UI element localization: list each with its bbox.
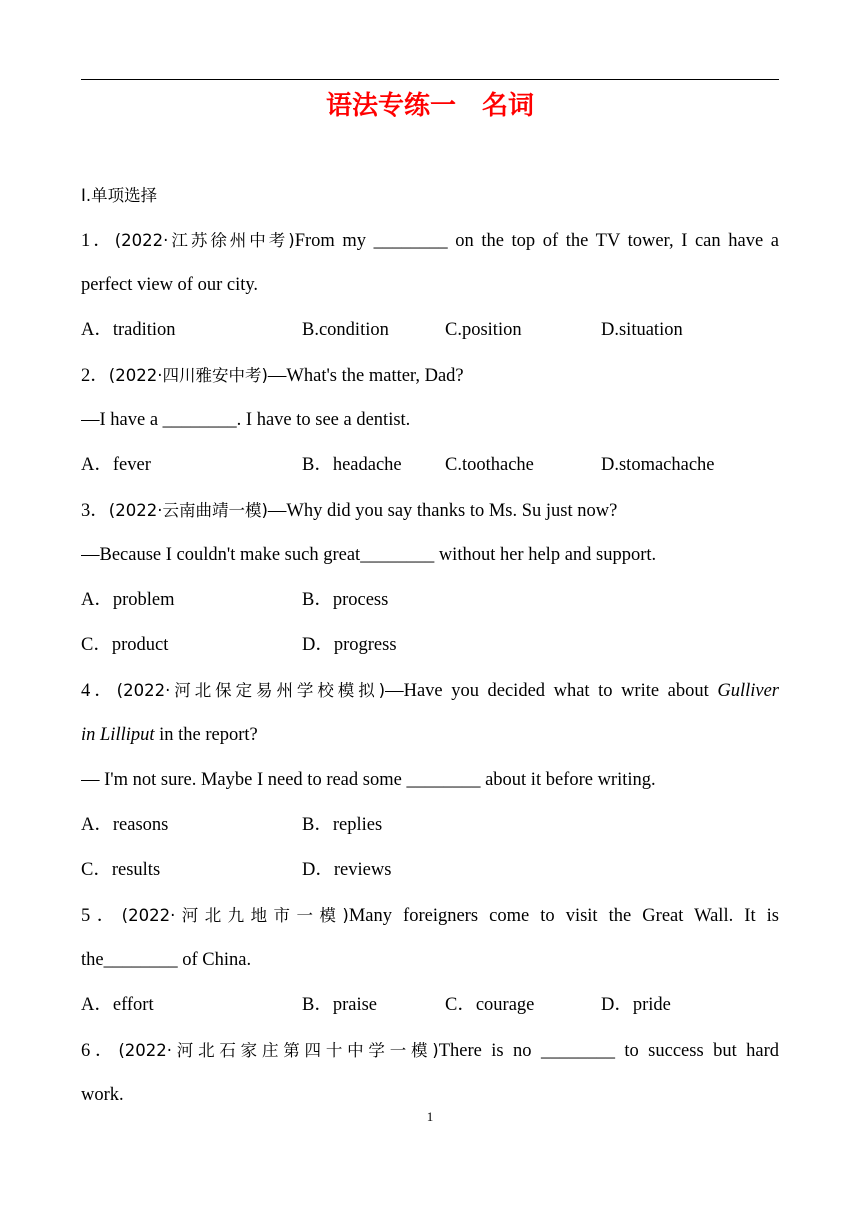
question-1-text: From my ________ on the top of the TV tower, I can have a — [294, 231, 779, 251]
option-a[interactable]: A．fever — [81, 455, 151, 475]
option-b[interactable]: B．praise — [302, 995, 378, 1015]
option-a[interactable]: A．reasons — [81, 815, 169, 835]
question-2-source: (2022·四川雅安中考) — [108, 366, 268, 385]
option-c[interactable]: C．product — [81, 635, 169, 655]
question-2-line-1: 2．(2022·四川雅安中考)—What's the matter, Dad? — [81, 366, 464, 386]
option-a[interactable]: A．problem — [81, 590, 175, 610]
question-4-text: —Have you decided what to write about — [385, 681, 718, 701]
question-4-source: (2022·河北保定易州学校模拟) — [116, 681, 386, 700]
question-1-line-1: 1．(2022·江苏徐州中考)From my ________ on the top of the TV tower, I can have a — [81, 231, 779, 251]
question-6-text: There is no ________ to success but hard — [438, 1041, 779, 1061]
option-a[interactable]: A．effort — [81, 995, 154, 1015]
question-3-text: —Why did you say thanks to Ms. Su just now? — [267, 501, 618, 521]
question-6-line-2: work. — [81, 1085, 124, 1105]
question-1-line-2: perfect view of our city. — [81, 275, 259, 295]
question-4-options-row-2 — [81, 848, 779, 893]
question-4-line-3: — I'm not sure. Maybe I need to read some ________ about it before writing. — [81, 770, 656, 790]
question-5-line-1: 5．(2022·河北九地市一模)Many foreigners come to visit the Great Wall. It is — [81, 906, 779, 926]
question-3-line-1: 3．(2022·云南曲靖一模)—Why did you say thanks to Ms. Su just now? — [81, 501, 618, 521]
exercise-content — [81, 173, 779, 1118]
question-6-line-1: 6．(2022·河北石家庄第四十中学一模)There is no ________ to success but hard — [81, 1041, 779, 1061]
question-2-text: —What's the matter, Dad? — [267, 366, 464, 386]
option-d[interactable]: D．progress — [302, 635, 397, 655]
option-c[interactable]: C．results — [81, 860, 161, 880]
option-d[interactable]: D.situation — [601, 320, 683, 340]
question-5-options — [81, 983, 779, 1028]
book-title-part-2: in Lilliput — [81, 725, 155, 745]
question-5-line-2: the________ of China. — [81, 950, 252, 970]
header-rule — [81, 79, 779, 80]
option-d[interactable]: D．reviews — [302, 860, 392, 880]
book-title-part-1: Gulliver — [717, 681, 779, 701]
question-3-source: (2022·云南曲靖一模) — [108, 501, 268, 520]
question-1-options — [81, 308, 779, 353]
page-title: 语法专练一 名词 — [325, 91, 534, 121]
question-4-line-1: 4．(2022·河北保定易州学校模拟)—Have you decided what to write about Gulliver — [81, 681, 779, 701]
question-5-text: Many foreigners come to visit the Great Wall. It is — [348, 906, 779, 926]
option-b[interactable]: B.condition — [302, 320, 389, 340]
question-1-source: (2022·江苏徐州中考) — [114, 231, 295, 250]
question-4-options-row-1 — [81, 803, 779, 848]
option-c[interactable]: C.position — [445, 320, 522, 340]
option-c[interactable]: C．courage — [445, 995, 535, 1015]
option-d[interactable]: D．pride — [601, 995, 671, 1015]
question-3-options-row-2 — [81, 623, 779, 668]
question-2-options — [81, 443, 779, 488]
question-6-source: (2022·河北石家庄第四十中学一模) — [118, 1041, 439, 1060]
page-number: 1 — [426, 1109, 434, 1124]
question-4-line-2: in Lilliput in the report? — [81, 725, 258, 745]
option-b[interactable]: B．replies — [302, 815, 383, 835]
option-d[interactable]: D.stomachache — [601, 455, 715, 475]
option-b[interactable]: B．process — [302, 590, 389, 610]
question-5-source: (2022·河北九地市一模) — [121, 906, 349, 925]
option-b[interactable]: B．headache — [302, 455, 402, 475]
section-heading: Ⅰ.单项选择 — [81, 186, 158, 205]
option-c[interactable]: C.toothache — [445, 455, 534, 475]
question-2-line-2: —I have a ________. I have to see a dentist. — [81, 410, 411, 430]
option-a[interactable]: A．tradition — [81, 320, 176, 340]
question-3-line-2: —Because I couldn't make such great________ without her help and support. — [81, 545, 657, 565]
question-3-options-row-1 — [81, 578, 779, 623]
